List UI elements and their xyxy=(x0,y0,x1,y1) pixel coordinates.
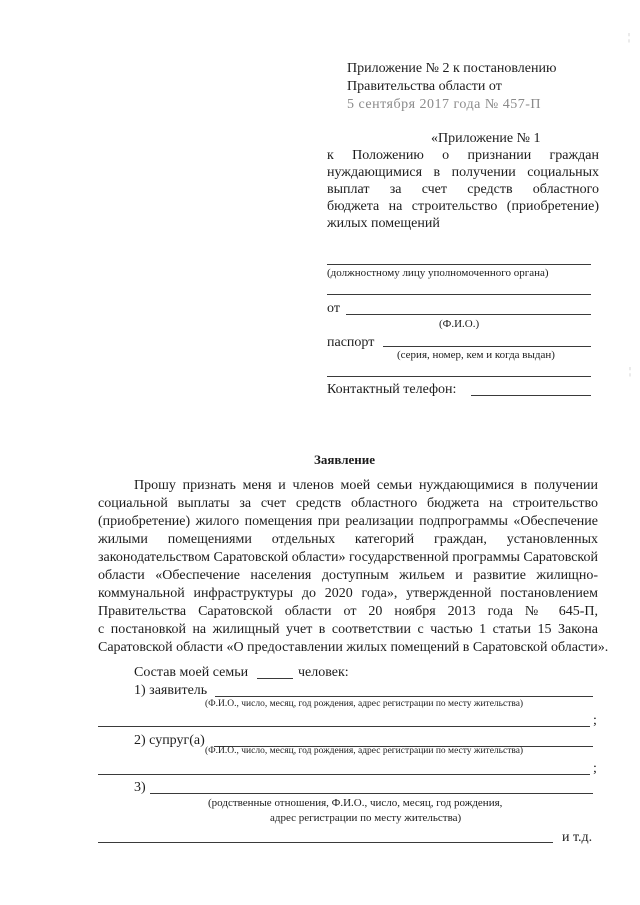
from-label: от xyxy=(327,301,340,316)
statement-line: коммунальной инфраструктуры до 2020 года», утвержденной постановлением xyxy=(98,586,598,601)
relative-label: 3) xyxy=(134,780,146,795)
family-heading-start: Состав моей семьи xyxy=(134,665,249,680)
family-heading-end: человек: xyxy=(298,665,349,680)
appendix-line: выплат за счет средств областного xyxy=(327,182,599,197)
appendix-line: нуждающимися в получении социальных xyxy=(327,165,599,180)
fio-caption: (Ф.И.О.) xyxy=(439,318,480,330)
statement-line: Правительства Саратовской области от 20 ноября 2013 года № 645-П, xyxy=(98,604,598,619)
spouse-semicolon: ; xyxy=(593,761,597,776)
passport-blank[interactable] xyxy=(383,346,591,347)
relative-caption-2: адрес регистрации по месту жительства) xyxy=(270,812,462,824)
appendix-line: к Положению о признании граждан xyxy=(327,148,599,163)
statement-line: социальной выплаты за счет средств областного бюджета на строительство xyxy=(98,496,598,511)
relative-caption-1: (родственные отношения, Ф.И.О., число, месяц, год рождения, xyxy=(208,797,503,809)
spouse-blank-2[interactable] xyxy=(98,774,590,775)
header-line-2: Правительства области от xyxy=(347,79,502,94)
family-count-blank[interactable] xyxy=(257,678,293,679)
statement-line: жилыми помещениями отдельных категорий граждан, установленных xyxy=(98,532,598,547)
statement-line: области «Обеспечение населения доступным жильем и развитие жилищно- xyxy=(98,568,598,583)
official-name-blank[interactable] xyxy=(327,264,591,265)
applicant-label: 1) заявитель xyxy=(134,683,208,698)
applicant-blank[interactable] xyxy=(215,696,593,697)
passport-label: паспорт xyxy=(327,335,375,350)
statement-line: Саратовской области «О предоставлении жилых помещений в Саратовской области». xyxy=(98,640,609,655)
appendix-title: «Приложение № 1 xyxy=(431,131,541,146)
statement-line: (приобретение) жилого помещения при реализации подпрограммы «Обеспечение xyxy=(98,514,598,529)
applicant-semicolon: ; xyxy=(593,713,597,728)
spouse-label: 2) супруг(а) xyxy=(134,733,205,748)
statement-line: с постановкой на жилищный учет в соответствии с частью 1 статьи 15 Закона xyxy=(98,622,598,637)
passport-blank-2[interactable] xyxy=(327,376,591,377)
header-line-1: Приложение № 2 к постановлению xyxy=(347,61,557,76)
scan-mark-mid: ¦ xyxy=(629,366,632,377)
appendix-line: жилых помещений xyxy=(327,216,440,231)
etc-label: и т.д. xyxy=(562,830,593,845)
from-fio-blank[interactable] xyxy=(346,314,591,315)
official-caption: (должностному лицу уполномоченного органа) xyxy=(327,267,549,279)
spouse-caption: (Ф.И.О., число, месяц, год рождения, адрес регистрации по месту жительства) xyxy=(205,746,524,756)
header-line-3-date-number: 5 сентября 2017 года № 457-П xyxy=(347,97,541,112)
applicant-caption: (Ф.И.О., число, месяц, год рождения, адрес регистрации по месту жительства) xyxy=(205,699,524,709)
statement-line: законодательством Саратовской области» государственной программы Саратовской xyxy=(98,550,599,565)
scan-mark-top: ¦ xyxy=(628,32,631,43)
passport-caption: (серия, номер, кем и когда выдан) xyxy=(397,349,555,361)
applicant-blank-2[interactable] xyxy=(98,726,590,727)
phone-label: Контактный телефон: xyxy=(327,382,457,397)
relative-blank-2[interactable] xyxy=(98,842,553,843)
statement-title: Заявление xyxy=(314,452,376,467)
statement-line: Прошу признать меня и членов моей семьи нуждающимися в получении xyxy=(134,478,598,493)
appendix-line: бюджета на строительство (приобретение) xyxy=(327,199,599,214)
relative-blank[interactable] xyxy=(150,793,593,794)
official-name-blank-2[interactable] xyxy=(327,294,591,295)
phone-blank[interactable] xyxy=(471,395,591,396)
